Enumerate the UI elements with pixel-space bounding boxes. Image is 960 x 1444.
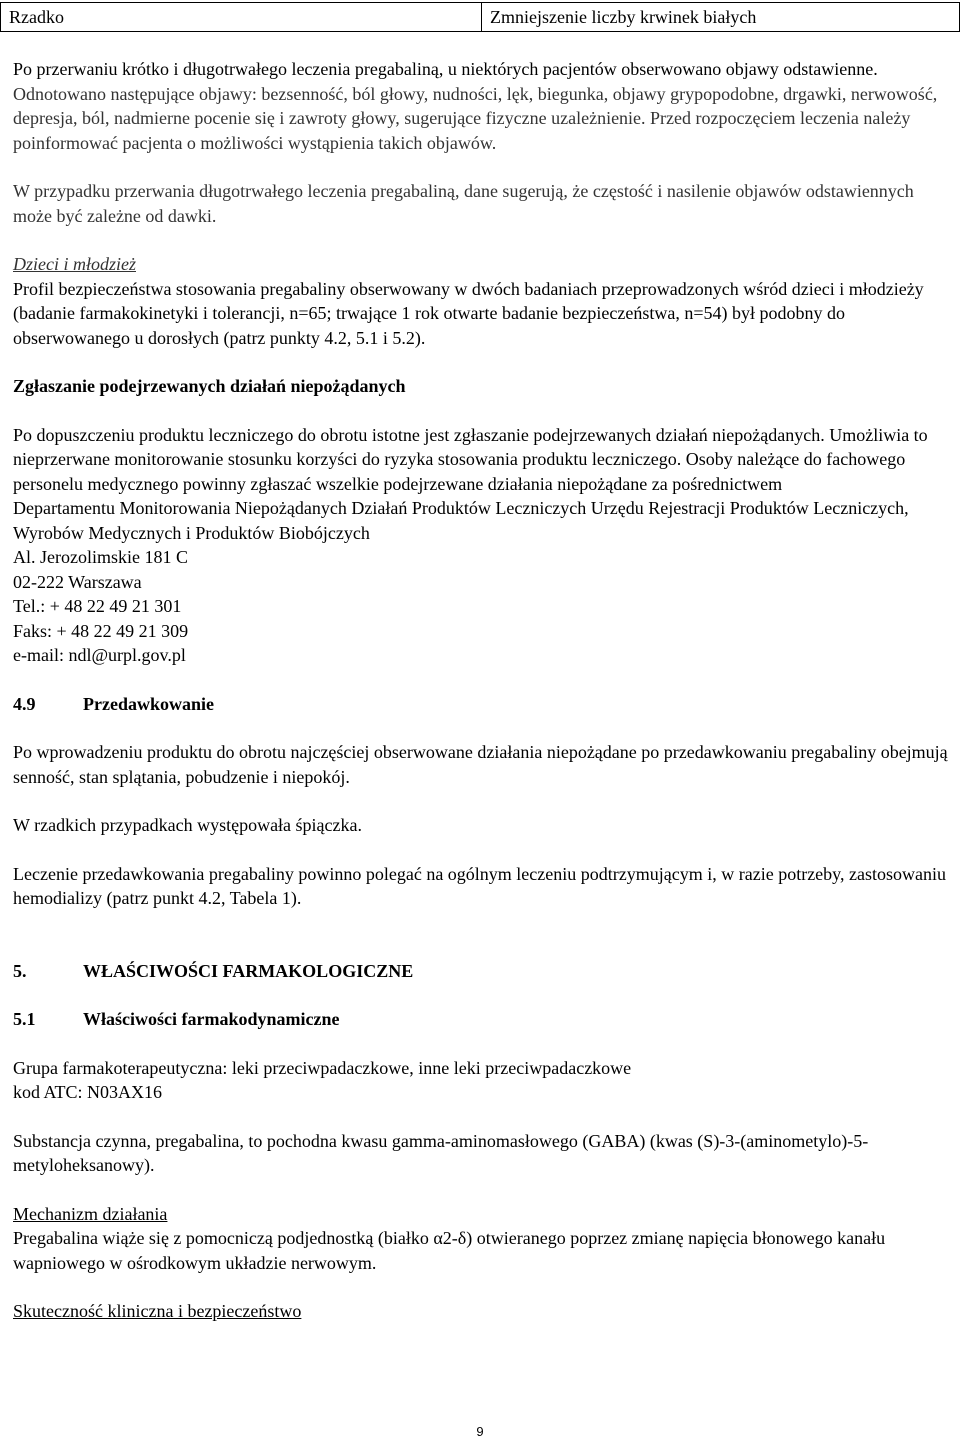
adverse-reaction-cell: Zmniejszenie liczby krwinek białych: [482, 3, 960, 32]
email-line: e-mail: ndl@urpl.gov.pl: [13, 645, 186, 665]
section-number: 4.9: [13, 693, 36, 714]
overdose-paragraph-3: Leczenie przedawkowania pregabaliny powinno polegać na ogólnym leczeniu podtrzymującym i, w razie potrzeby, zastosowaniu hemodializy (patrz punkt 4.2, Tabela 1).: [13, 863, 946, 908]
children-paragraph: Profil bezpieczeństwa stosowania pregabaliny obserwowany w dwóch badaniach przeprowadzonych wśród dzieci i młodzieży (badanie farmakokinetyki i tolerancji, n=65; trwające 1 rok otwarte badanie bezpieczeństwa, n=54) był podobny do obserwowanego u dorosłych (patrz punkty 4.2, 5.1 i 5.2).: [13, 278, 924, 348]
atc-code: kod ATC: N03AX16: [13, 1082, 163, 1102]
phone-line: Tel.: + 48 22 49 21 301: [13, 596, 182, 616]
address-line-2: Al. Jerozolimskie 181 C: [13, 547, 188, 567]
section-number: 5.: [13, 960, 27, 981]
mechanism-heading: Mechanizm działania: [13, 1203, 168, 1224]
section-4-9-heading: [13, 692, 951, 717]
overdose-paragraph-2: W rzadkich przypadkach występowała śpiączka.: [13, 815, 363, 835]
withdrawal-paragraph-1: Po przerwaniu krótko i długotrwałego leczenia pregabaliną, u niektórych pacjentów obserwowano objawy odstawienne. Odnotowano następujące objawy: bezsenność, ból głowy, nudności, lęk, biegunka, objawy grypopodobne, drgawki, nerwowość, depresja, ból, nadmierne pocenie się i zawroty głowy, sugerujące fizyczne uzależnienie. Przed rozpoczęciem leczenia należy poinformować pacjenta o możliwości wystąpienia takich objawów.: [13, 59, 938, 153]
section-title: Właściwości farmakodynamiczne: [83, 1009, 340, 1029]
withdrawal-paragraph-2: W przypadku przerwania długotrwałego leczenia pregabaliną, dane sugerują, że częstość i nasilenie objawów odstawiennych może być zależne od dawki.: [13, 181, 914, 226]
substance-paragraph: Substancja czynna, pregabalina, to pochodna kwasu gamma-aminomasłowego (GABA) (kwas (S)-3-(aminometylo)-5-metyloheksanowy).: [13, 1130, 869, 1175]
section-title: Przedawkowanie: [83, 693, 214, 714]
address-line-3: 02-222 Warszawa: [13, 571, 142, 592]
section-spacer: [13, 935, 951, 959]
page-number: 9: [476, 1424, 484, 1439]
pharmacotherapeutic-group: Grupa farmakoterapeutyczna: leki przeciwpadaczkowe, inne leki przeciwpadaczkowe: [13, 1057, 632, 1078]
mechanism-paragraph: Pregabalina wiąże się z pomocniczą podjednostką (białko α2-δ) otwieranego poprzez zmianę napięcia błonowego kanału wapniowego w ośrodkowym układzie nerwowym.: [13, 1228, 886, 1273]
reporting-heading: Zgłaszanie podejrzewanych działań niepożądanych: [13, 376, 406, 396]
reporting-paragraph: Po dopuszczeniu produktu leczniczego do obrotu istotne jest zgłaszanie podejrzewanych działań niepożądanych. Umożliwia to nieprzerwane monitorowanie stosunku korzyści do ryzyka stosowania produktu leczniczego. Osoby należące do fachowego personelu medycznego powinny zgłaszać wszelkie podejrzewane działania niepożądane za pośrednictwem: [13, 424, 928, 494]
frequency-cell: Rzadko: [1, 3, 482, 32]
frequency-table-row: [0, 2, 960, 32]
efficacy-heading: Skuteczność kliniczna i bezpieczeństwo: [13, 1301, 302, 1321]
fax-line: Faks: + 48 22 49 21 309: [13, 620, 189, 641]
overdose-paragraph-1: Po wprowadzeniu produktu do obrotu najczęściej obserwowane działania niepożądane po przedawkowaniu pregabaliny obejmują senność, stan splątania, pobudzenie i niepokój.: [13, 742, 948, 787]
document-body: [13, 57, 951, 1324]
section-number: 5.1: [13, 1009, 36, 1029]
section-title: WŁAŚCIWOŚCI FARMAKOLOGICZNE: [83, 960, 414, 981]
section-5-heading: [13, 959, 951, 984]
section-5-1-heading: [13, 1007, 951, 1032]
children-heading: Dzieci i młodzież: [13, 254, 136, 274]
address-line-1: Departamentu Monitorowania Niepożądanych Działań Produktów Leczniczych Urzędu Rejestracji Produktów Leczniczych, Wyrobów Medycznych i Produktów Biobójczych: [13, 498, 909, 543]
